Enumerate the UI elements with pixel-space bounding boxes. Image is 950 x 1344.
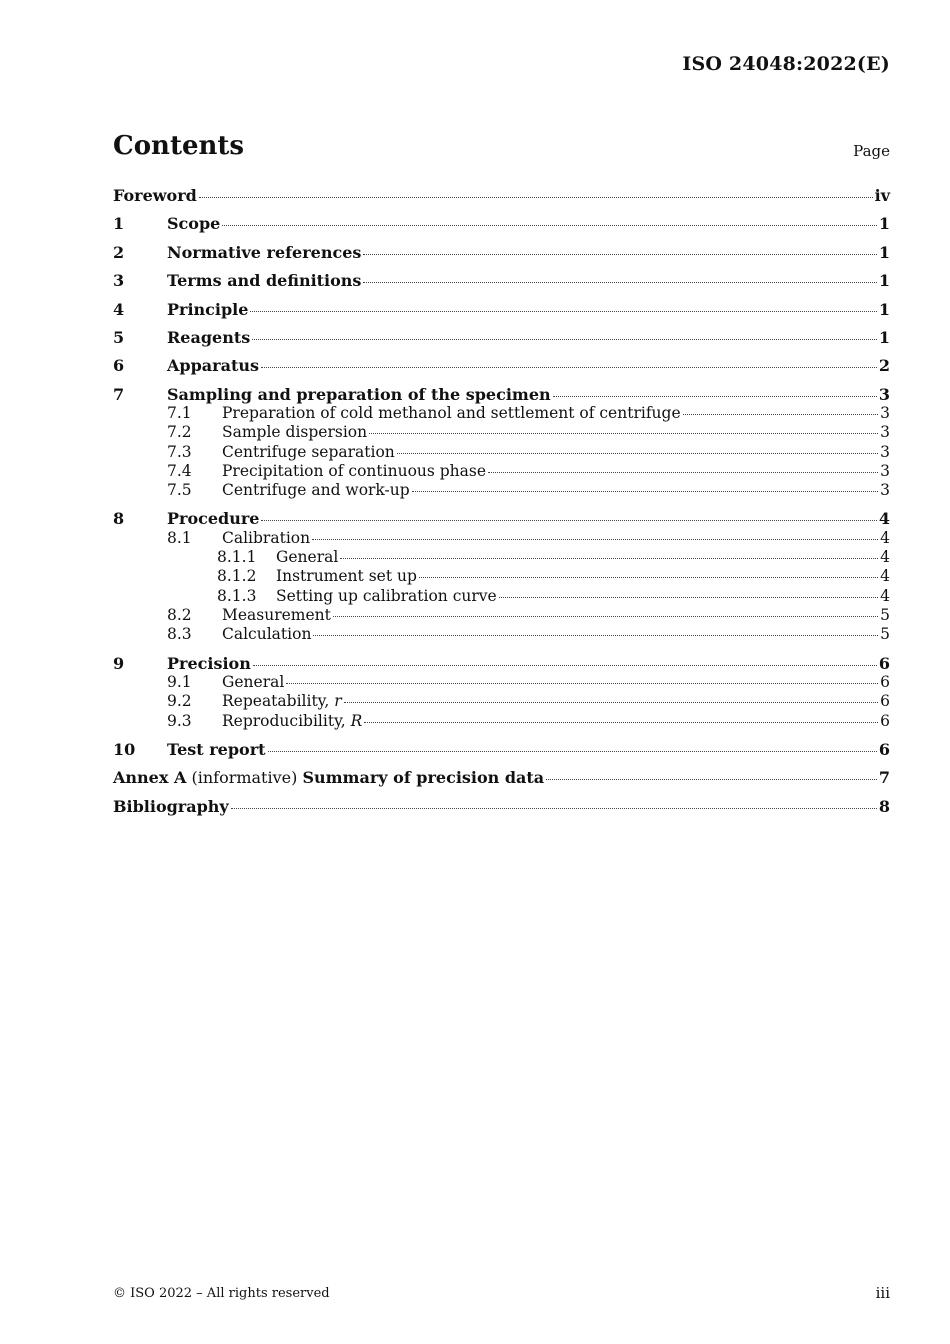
dot-leader [231,807,877,809]
dot-leader [199,196,873,198]
toc-entry-title: Calibration [222,529,311,547]
dot-leader [363,281,876,283]
toc-entry-7-1[interactable] [113,404,890,422]
toc-entry-page: 1 [878,243,890,262]
contents-title: Contents [113,131,245,161]
toc-entry-number: 9 [113,654,125,673]
toc-entry-title: Apparatus [167,356,259,375]
toc-entry-title: Sample dispersion [222,423,368,441]
toc-entry-number: 8.1.2 [217,567,257,585]
toc-entry-page: 1 [878,300,890,319]
toc-entry-7[interactable] [113,385,890,404]
toc-entry-3[interactable] [113,271,890,290]
dot-leader [397,452,878,454]
toc-entry-7-4[interactable] [113,462,890,480]
dot-leader [286,682,878,684]
toc-entry-title: Sampling and preparation of the specimen [167,385,551,404]
dot-leader [488,471,878,473]
toc-entry-10[interactable] [113,740,890,759]
toc-entry-page: 6 [878,740,890,759]
toc-entry-number: 5 [113,328,125,347]
toc-entry-number: 4 [113,300,125,319]
toc-entry-number: 7 [113,385,125,404]
toc-entry-8-1-1[interactable] [113,548,890,566]
toc-entry-page: 5 [880,606,890,624]
toc-entry-page: 3 [880,462,890,480]
toc-entry-8-1-2[interactable] [113,567,890,585]
toc-entry-page: 3 [880,423,890,441]
toc-entry-title [113,768,544,787]
toc-entry-7-5[interactable] [113,481,890,499]
toc-entry-number: 2 [113,243,125,262]
toc-entry-title: Scope [167,214,221,233]
dot-leader [333,615,878,617]
toc-entry-8-1[interactable] [113,529,890,547]
page-column-label: Page [853,142,890,160]
toc-entry-8-3[interactable] [113,625,890,643]
toc-entry-title: General [276,548,339,566]
dot-leader [344,701,878,703]
toc-entry-title: General [222,673,285,691]
toc-entry-page: 6 [880,712,890,730]
toc-entry-title: Precipitation of continuous phase [222,462,487,480]
annex-label: Annex A [113,768,187,787]
toc-entry-page: 4 [880,529,890,547]
toc-entry-number: 9.2 [167,692,192,710]
toc-entry-title: Test report [167,740,266,759]
toc-entry-8-2[interactable] [113,606,890,624]
dot-leader [312,538,878,540]
toc-entry-title: Centrifuge and work-up [222,481,410,499]
toc-entry-annex-a[interactable] [113,768,890,787]
toc-entry-number: 8.3 [167,625,192,643]
page-number: iii [875,1284,890,1302]
dot-leader [364,721,878,723]
toc-entry-title-main: Repeatability, [222,692,335,710]
toc-entry-title: Setting up calibration curve [276,587,497,605]
toc-entry-number: 7.4 [167,462,192,480]
toc-entry-8[interactable] [113,509,890,528]
toc-entry-title: Reagents [167,328,251,347]
toc-entry-bibliography[interactable] [113,797,890,816]
toc-entry-5[interactable] [113,328,890,347]
toc-entry-9-2[interactable] [113,692,890,710]
toc-entry-page: 2 [878,356,890,375]
toc-entry-number: 8.1 [167,529,192,547]
dot-leader [499,596,878,598]
toc-entry-page: 4 [880,548,890,566]
toc-entry-page: 1 [878,214,890,233]
toc-entry-page: 3 [880,404,890,422]
toc-entry-number: 6 [113,356,125,375]
toc-entry-page: 7 [878,768,890,787]
toc-entry-title-symbol: r [334,692,342,710]
toc-entry-title: Bibliography [113,797,229,816]
toc-entry-page: 3 [880,443,890,461]
toc-entry-9[interactable] [113,654,890,673]
dot-leader [261,519,876,521]
toc-entry-9-3[interactable] [113,712,890,730]
dot-leader [250,310,876,312]
toc-entry-title: Terms and definitions [167,271,362,290]
toc-entry-title: Instrument set up [276,567,417,585]
toc-entry-page: 6 [878,654,890,673]
toc-entry-title [222,712,362,730]
toc-entry-title: Foreword [113,186,197,205]
toc-entry-title: Principle [167,300,249,319]
dot-leader [268,750,877,752]
toc-entry-number: 8.1.3 [217,587,257,605]
dot-leader [553,395,877,397]
toc-entry-number: 1 [113,214,125,233]
annex-title: Summary of precision data [302,768,545,787]
toc-entry-1[interactable] [113,214,890,233]
copyright-notice: © ISO 2022 – All rights reserved [113,1286,330,1301]
toc-entry-8-1-3[interactable] [113,587,890,605]
toc-entry-foreword[interactable] [113,186,890,205]
toc-entry-page: 4 [880,567,890,585]
dot-leader [683,413,878,415]
toc-entry-title: Preparation of cold methanol and settlement of centrifuge [222,404,681,422]
toc-entry-title: Procedure [167,509,260,528]
toc-entry-page: 4 [878,509,890,528]
toc-entry-page: 1 [878,271,890,290]
dot-leader [261,366,877,368]
toc-entry-number: 8.2 [167,606,192,624]
dot-leader [369,432,878,434]
toc-entry-number: 7.3 [167,443,192,461]
toc-entry-number: 7.5 [167,481,192,499]
dot-leader [252,338,877,340]
dot-leader [340,557,878,559]
toc-entry-4[interactable] [113,300,890,319]
toc-entry-number: 3 [113,271,125,290]
toc-entry-page: 6 [880,692,890,710]
toc-entry-page: 3 [880,481,890,499]
toc-entry-title: Normative references [167,243,362,262]
toc-entry-title-main: Reproducibility, [222,712,351,730]
toc-entry-page: 6 [880,673,890,691]
toc-entry-page: 3 [878,385,890,404]
annex-type: (informative) [186,768,303,787]
toc-entry-title: Measurement [222,606,331,624]
toc-entry-number: 10 [113,740,136,759]
toc-entry-page: 5 [880,625,890,643]
toc-entry-6[interactable] [113,356,890,375]
toc-entry-page: 4 [880,587,890,605]
toc-entry-title: Calculation [222,625,312,643]
toc-entry-title [222,692,342,710]
dot-leader [222,224,877,226]
toc-entry-9-1[interactable] [113,673,890,691]
toc-entry-7-2[interactable] [113,423,890,441]
dot-leader [363,253,876,255]
toc-entry-number: 9.1 [167,673,192,691]
toc-entry-title: Precision [167,654,251,673]
toc-entry-number: 7.2 [167,423,192,441]
dot-leader [546,778,877,780]
document-id: ISO 24048:2022(E) [682,53,890,75]
toc-entry-title: Centrifuge separation [222,443,395,461]
dot-leader [419,576,878,578]
toc-entry-number: 8.1.1 [217,548,257,566]
toc-entry-2[interactable] [113,243,890,262]
toc-entry-number: 8 [113,509,125,528]
toc-entry-page: 8 [878,797,890,816]
toc-entry-7-3[interactable] [113,443,890,461]
toc-entry-page: iv [874,186,890,205]
dot-leader [412,490,878,492]
toc-entry-title-symbol: R [350,712,363,730]
dot-leader [253,664,877,666]
toc-entry-page: 1 [878,328,890,347]
dot-leader [313,634,878,636]
toc-entry-number: 7.1 [167,404,192,422]
toc-entry-number: 9.3 [167,712,192,730]
